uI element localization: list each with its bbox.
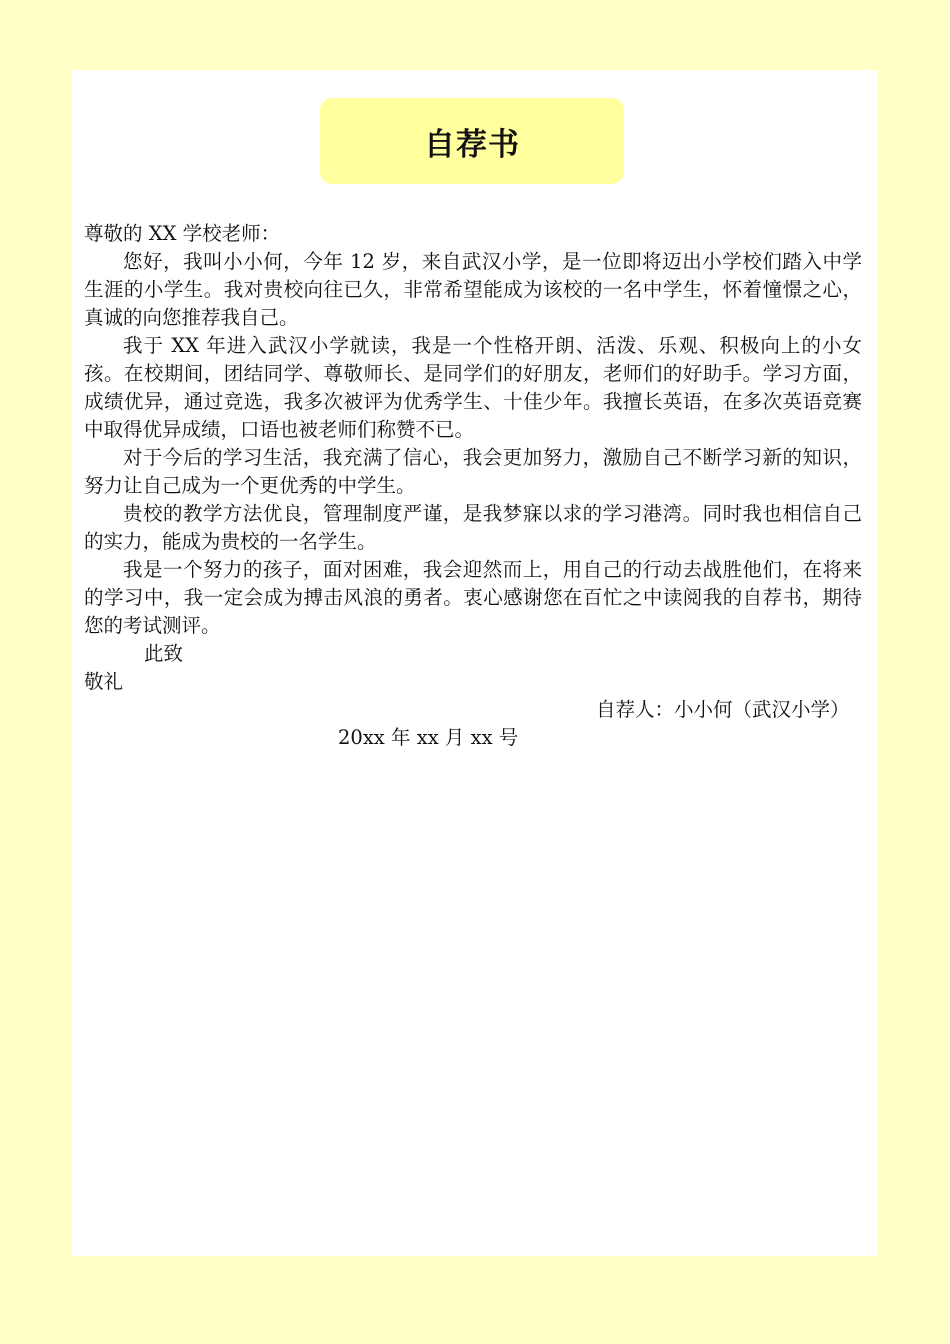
paragraph-future: 对于今后的学习生活，我充满了信心，我会更加努力，激励自己不断学习新的知识，努力让自己成为一个更优秀的中学生。 (84, 446, 862, 497)
letter-body (84, 220, 862, 752)
closing-cizhi: 此致 (144, 642, 184, 665)
salutation: 尊敬的 XX 学校老师： (84, 222, 281, 245)
document-title: 自荐书 (424, 126, 520, 163)
title-banner (320, 98, 624, 184)
document-page (72, 70, 878, 1256)
date-line: 20xx 年 xx 月 xx 号 (338, 726, 519, 749)
closing-jingli: 敬礼 (84, 670, 124, 693)
signer-line: 自荐人：小小何（武汉小学） (596, 698, 850, 721)
paragraph-school-praise: 贵校的教学方法优良，管理制度严谨，是我梦寐以求的学习港湾。同时我也相信自己的实力，能成为贵校的一名学生。 (84, 502, 862, 553)
paragraph-intro: 您好，我叫小小何，今年 12 岁，来自武汉小学，是一位即将迈出小学校们踏入中学生涯的小学生。我对贵校向往已久，非常希望能成为该校的一名中学生，怀着憧憬之心，真诚的向您推荐我自己。 (84, 250, 862, 329)
paragraph-conclusion: 我是一个努力的孩子，面对困难，我会迎然而上，用自己的行动去战胜他们，在将来的学习中，我一定会成为搏击风浪的勇者。衷心感谢您在百忙之中读阅我的自荐书，期待您的考试测评。 (84, 558, 862, 637)
paragraph-school-life: 我于 XX 年进入武汉小学就读，我是一个性格开朗、活泼、乐观、积极向上的小女孩。在校期间，团结同学、尊敬师长、是同学们的好朋友，老师们的好助手。学习方面，成绩优异，通过竞选，我多次被评为优秀学生、十佳少年。我擅长英语，在多次英语竞赛中取得优异成绩，口语也被老师们称赞不已。 (84, 334, 862, 441)
